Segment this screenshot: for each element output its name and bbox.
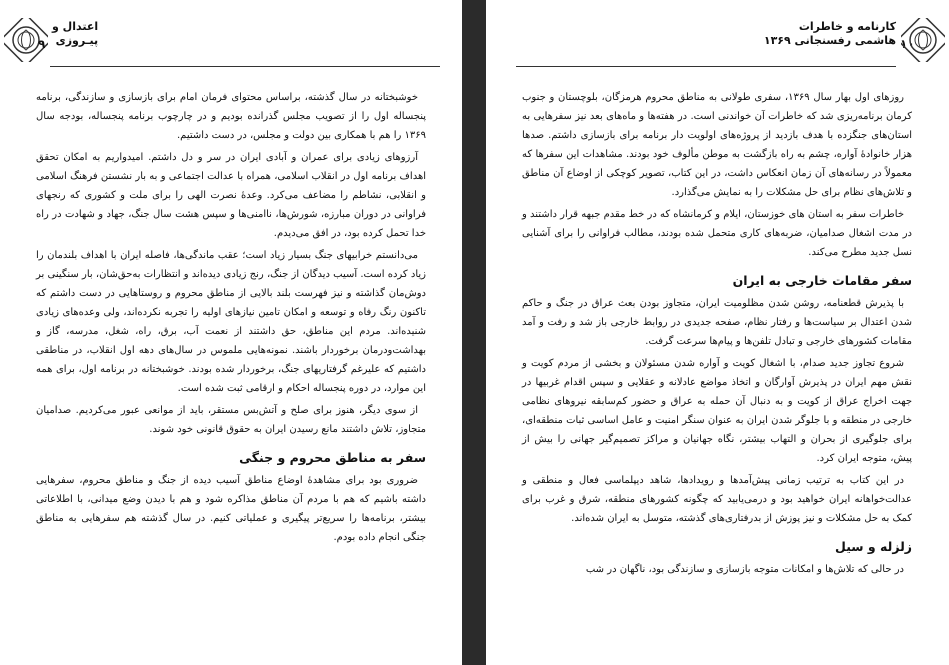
book-spine <box>462 0 486 665</box>
running-header <box>52 20 98 48</box>
section-heading: سفر به مناطق محروم و جنگی <box>239 450 426 465</box>
header-divider <box>50 66 440 67</box>
section-heading: سفر مقامات خارجی به ایران <box>732 273 912 288</box>
paragraph: در این کتاب به ترتیب زمانی پیش‌آمدها و رویدادها، شاهد دیپلماسی فعال و منطقی و عدالت‌خواهانه ایران خواهید بود و درمی‌یابید که چگونه کشورهای منطقه، شرق و غرب برای کمک به حل مشکلات و نیز پوزش از بدرفتاری‌های گذشته، متوسل به ایران شده‌اند. <box>522 475 912 524</box>
running-header <box>763 20 896 48</box>
header-title-line1: کارنامه و خاطرات <box>798 20 896 33</box>
header-divider <box>516 66 896 67</box>
right-page <box>486 0 949 665</box>
ornament-icon <box>901 18 945 62</box>
left-page-body <box>36 88 426 550</box>
page-number: ۹ <box>38 37 46 51</box>
paragraph: می‌دانستم خرابیهای جنگ بسیار زیاد است؛ عقب ماندگی‌ها، فاصله ایران با اهداف بلندمان را زیاد کرده است. آسیب دیدگان از جنگ، رنج زیادی دیده‌اند و انتظارات به‌حق‌شان، بار سنگینی بر دوش‌مان گذاشته و نیز فهرست بلند بالایی از مناطق محروم و روستاهایی در دست داشتم که تاکنون رنگ رفاه و توسعه و امکان تامین نیازهای اولیه را تجربه نکرده‌اند، ولی وعده‌های زیادی شنیده‌اند. مردم این مناطق، حق داشتند از نعمت آب، برق، راه، شغل، مدرسه، گاز و بهداشت‌ودرمان برخوردار باشند. نمونه‌هایی ملموس در سال‌های دهه اول انقلاب، در مناطقی داشتیم که علیرغم گرفتاریهای جنگ، برخوردار شده بودند. خوشبختانه در برنامه اول، برای همه این موارد، در دوره پنجساله احکام و ارقامی ثبت شده است. <box>36 250 426 394</box>
paragraph: از سوی دیگر، هنوز برای صلح و آتش‌بس مستقر، باید از موانعی عبور می‌کردیم. صدامیان متجاوز، تلاش داشتند مانع رسیدن ایران به حقوق قانونی خود شوند. <box>36 405 426 435</box>
left-page <box>0 0 462 665</box>
header-title-line2: پیـروزی <box>55 34 99 47</box>
paragraph: در حالی که تلاش‌ها و امکانات متوجه بازسازی و سازندگی بود، ناگهان در شب <box>585 564 904 575</box>
right-page-body <box>522 88 912 582</box>
header-title-line1: اعتدال و <box>52 20 99 33</box>
paragraph: شروع تجاوز جدید صدام، با اشغال کویت و آواره شدن مسئولان و بخشی از مردم کویت و نقش مهم ایران در پذیرش آوارگان و اتخاذ مواضع عادلانه و عقلایی و سپس اقدام غربیها در جهت اخراج عراق از کویت و به دنبال آن حمله به عراق و حضور کم‌سابقه نیروهای نظامی خارجی در منطقه و با جلوگر شدن ایران به عنوان سنگر امنیت و عامل اساسی ثبات منطقه‌ای، برای جلوگیری از بحران و التهاب بیشتر، نگاه جهانیان و مراکز تصمیم‌گیر جهانی را بیش از پیش، متوجه ایران کرد. <box>522 358 912 464</box>
paragraph: با پذیرش قطعنامه، روشن شدن مظلومیت ایران، متجاوز بودن بعث عراق در جنگ و حاکم شدن اعتدال بر سیاست‌ها و رفتار نظام، صفحه جدیدی در روابط خارجی باز شد و رفت و آمد مقامات کشورهای خارجی و تبادل تلفن‌ها و پیام‌ها سرعت گرفت. <box>522 298 912 347</box>
paragraph: ضروری بود برای مشاهدهٔ اوضاع مناطق آسیب دیده از جنگ و مناطق محروم، سفرهایی داشته باشیم که هم با مردم آن مناطق مذاکره شود و هم با دیدن وضع میدانی، با اطلاعاتی بیشتر، برنامه‌ها را سریع‌تر پیگیری و عملیاتی کنیم. در سال گذشته هم سفرهایی به مناطق جنگی انجام داده بودم. <box>36 475 426 543</box>
paragraph: روزهای اول بهار سال ۱۳۶۹، سفری طولانی به مناطق محروم هرمزگان، بلوچستان و جنوب کرمان برنامه‌ریزی شد که خاطرات آن خواندنی است. در هفته‌ها و ماه‌های بعد نیز سفرهایی به استان‌های جنگزده با هدف بازدید از پروژه‌های اولویت دار برنامه برای بازسازی داشتم. صدها هزار خانوادهٔ آواره، چشم به راه بازگشت به موطن مألوف خود بودند. مشاهدات این سفرها که معمولاً در رسانه‌های آن زمان انعکاس داشت، در این کتاب، تصویر کوچکی از اوضاع آن مناطق و تلاش‌های نظام برای حل مشکلات را به نمایش می‌گذارد. <box>522 92 912 198</box>
paragraph: خاطرات سفر به استان های خوزستان، ایلام و کرمانشاه که در خط مقدم جبهه قرار داشتند و در مدت اشغال صدامیان، ضربه‌های کاری متحمل شده بودند، مطالب فراوانی را برای آشنایی نسل جدید مطرح می‌کند. <box>522 209 912 258</box>
paragraph: آرزوهای زیادی برای عمران و آبادی ایران در سر و دل داشتم. امیدواریم به امکان تحقق اهداف برنامه اول در انقلاب اسلامی، همراه با عدالت اجتماعی و به بار نشستن فرهنگ اسلامی و انقلابی، نشاطم را مضاعف می‌کرد. وعدهٔ نصرت الهی را برای ملت و کشوری که رنجهای فراوانی در دوران مبارزه، شورش‌ها، ناامنی‌ها و سپس هشت سال جنگ، جهاد و شهادت در راه خدا تحمل کرده بود، در افق می‌دیدم. <box>36 152 426 239</box>
header-title-line2: هاشمی رفسنجانی ۱۳۶۹ <box>763 34 896 47</box>
page-number: ۱۰ <box>900 37 915 51</box>
paragraph: خوشبختانه در سال گذشته، براساس محتوای فرمان امام برای بازسازی و سازندگی، برنامه پنجساله اول را از تصویب مجلس گذرانده بودیم و در چارچوب برنامه پنجساله، بودجه سال ۱۳۶۹ را هم با همکاری بین دولت و مجلس، در دست داشتیم. <box>36 92 426 141</box>
section-heading: زلزله و سیل <box>835 539 912 554</box>
